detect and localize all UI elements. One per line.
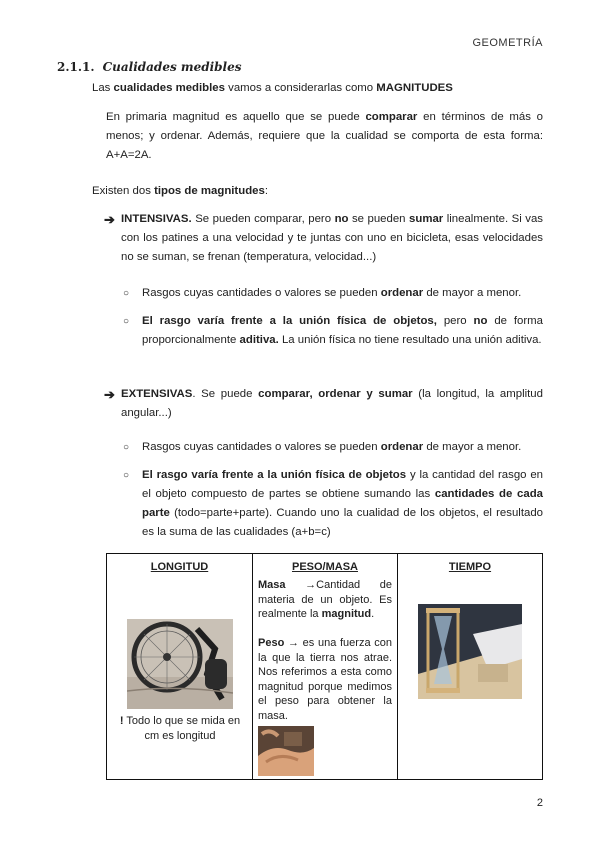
arrow-bullet-icon: ➔ [104, 212, 115, 227]
section-number: 2.1.1. [57, 60, 95, 74]
intro-bold-magnitudes: MAGNITUDES [376, 82, 453, 94]
tiempo-header: TIEMPO [448, 561, 492, 573]
masa-bold: magnitud [321, 608, 372, 620]
intensivas-sub2-text-b: de forma proporcionalmente [142, 315, 543, 346]
extensivas-sub2-bold-b: cantidades de cada parte [142, 488, 543, 519]
intensivas-sub2 [142, 312, 543, 350]
right-arrow-icon: → [287, 637, 299, 649]
intensivas-sub2-text-c: La unión física no tiene resultado una unión aditiva. [281, 334, 542, 346]
intro-bold-qualities: cualidades medibles [113, 82, 225, 94]
circle-bullet-icon: ○ [123, 470, 130, 481]
page-number: 2 [536, 797, 543, 809]
bicycle-image [127, 619, 233, 709]
intensivas-sub2-bold-aditiva: aditiva. [239, 334, 279, 346]
tiempo-column [398, 554, 542, 779]
types-colon: : [264, 185, 268, 197]
section-title: Cualidades medibles [102, 60, 242, 74]
extensivas-sub1-text-a: Rasgos cuyas cantidades o valores se pueden [142, 441, 378, 453]
extensivas-label: EXTENSIVAS [121, 388, 193, 400]
hands-image [258, 726, 314, 776]
bicycle-photo [127, 619, 233, 709]
intensivas-paragraph [121, 210, 543, 267]
masa-end: . [371, 608, 375, 620]
peso-label: Peso [258, 637, 285, 649]
masa-text: Cantidad de materia de un objeto. Es realmente la [258, 579, 393, 620]
peso-text: es una fuerza con la que la tierra nos atrae. Nos referimos a esta como magnitud porque medimos el peso para obtener la masa. [258, 637, 392, 722]
extensivas-paragraph [121, 385, 543, 423]
hourglass-photo [418, 604, 522, 699]
masa-definition [258, 578, 392, 622]
extensivas-bold: comparar, ordenar y sumar [258, 388, 413, 400]
circle-bullet-icon: ○ [123, 288, 130, 299]
intensivas-label: INTENSIVAS. [121, 213, 192, 225]
extensivas-sub2 [142, 466, 543, 542]
right-arrow-icon: → [305, 579, 317, 591]
intro-paragraph [92, 79, 552, 98]
intensivas-sub1 [142, 284, 543, 303]
extensivas-sub2-text-b: (todo=parte+parte). Cuando uno la cualidad de los objetos, el resultado es la suma de las cualidades (a+b=c) [142, 507, 543, 538]
extensivas-sub1-bold: ordenar [380, 441, 424, 453]
note-bold-comparar: comparar [365, 111, 418, 123]
extensivas-sub2-text-a: y la cantidad del rasgo en el objeto compuesto de partes se obtiene sumando las [142, 469, 543, 500]
section-heading [57, 60, 242, 74]
intensivas-text-a: Se pueden comparar, pero [195, 213, 332, 225]
peso-masa-header: PESO/MASA [291, 561, 358, 573]
magnitudes-table [106, 553, 543, 780]
masa-label: Masa [258, 579, 286, 591]
note-paragraph [106, 108, 543, 165]
longitud-note-text: Todo lo que se mida en cm es longitud [126, 715, 241, 742]
types-paragraph [92, 182, 552, 201]
extensivas-sub2-bold-a: El rasgo varía frente a la unión física de objetos [142, 469, 407, 481]
intro-text-b: vamos a considerarlas como [228, 82, 374, 94]
intensivas-bold-sumar: sumar [409, 213, 444, 225]
extensivas-sub1-text-b: de mayor a menor. [426, 441, 522, 453]
hourglass-image [418, 604, 522, 699]
longitud-note [113, 714, 247, 743]
longitud-column [107, 554, 253, 779]
intensivas-text-c: linealmente. Si vas con los patines a una velocidad y te juntas con uno en bicicleta, esas velocidades no se suman, se frenan (temperatura, velocidad...) [121, 213, 543, 263]
circle-bullet-icon: ○ [123, 316, 130, 327]
circle-bullet-icon: ○ [123, 442, 130, 453]
types-bold: tipos de magnitudes [154, 185, 265, 197]
intensivas-sub2-bold-a: El rasgo varía frente a la unión física de objetos, [142, 315, 437, 327]
intensivas-sub1-bold: ordenar [380, 287, 424, 299]
hands-photo [258, 726, 314, 776]
intensivas-sub2-text-a: pero [443, 315, 467, 327]
intensivas-text-b: se pueden [351, 213, 406, 225]
intro-text-a: Las [92, 82, 111, 94]
extensivas-text-a: . Se puede [192, 388, 253, 400]
extensivas-text-b: (la longitud, la amplitud angular...) [121, 388, 543, 419]
types-text-a: Existen dos [92, 185, 151, 197]
longitud-header: LONGITUD [150, 561, 209, 573]
intensivas-sub2-bold-no: no [473, 315, 488, 327]
peso-definition [258, 636, 392, 723]
note-text-a: En primaria magnitud es aquello que se puede [106, 111, 360, 123]
note-text-b: en términos de más o menos; y ordenar. Además, requiere que la cualidad se comporta de esta forma: A+A=2A. [106, 111, 544, 161]
exclamation-icon: ! [119, 715, 124, 727]
intensivas-bold-no: no [334, 213, 349, 225]
intensivas-sub1-text-b: de mayor a menor. [426, 287, 522, 299]
chapter-header: GEOMETRÍA [472, 37, 543, 49]
intensivas-sub1-text-a: Rasgos cuyas cantidades o valores se pueden [142, 287, 378, 299]
arrow-bullet-icon: ➔ [104, 387, 115, 402]
extensivas-sub1 [142, 438, 543, 457]
peso-masa-column [253, 554, 398, 779]
